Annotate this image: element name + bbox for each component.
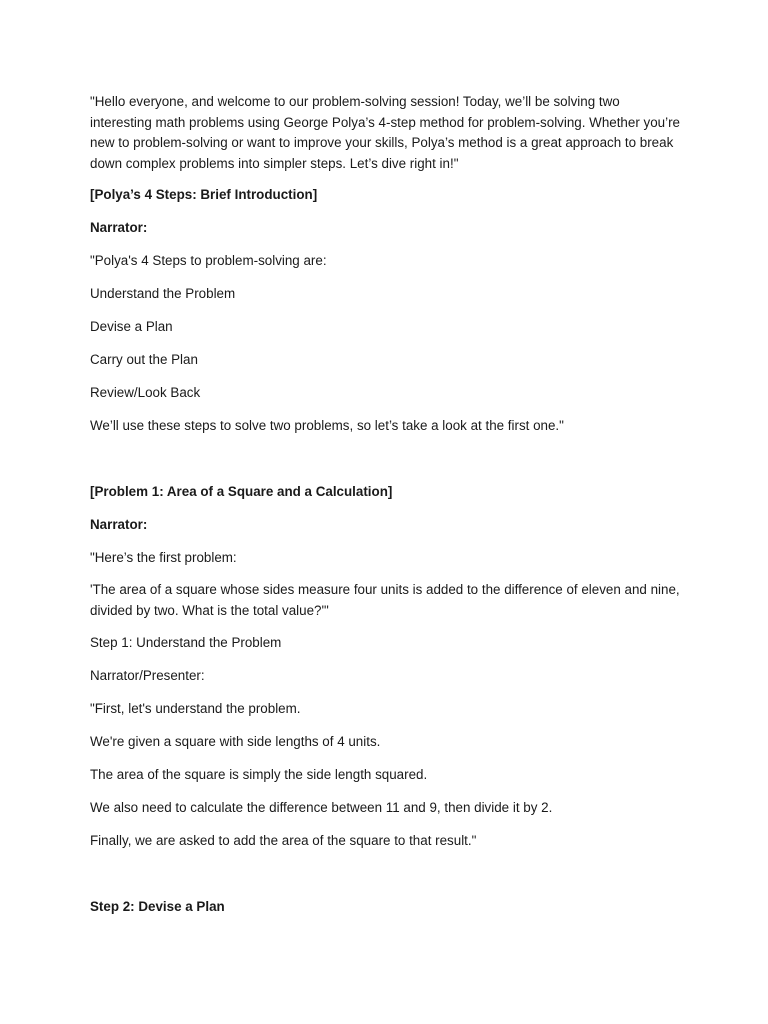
section-heading-polya-steps: [Polya’s 4 Steps: Brief Introduction] xyxy=(90,187,318,202)
steps-intro-line: "Polya's 4 Steps to problem-solving are: xyxy=(90,253,327,268)
speaker-label: Narrator/Presenter: xyxy=(90,668,205,683)
problem-statement: 'The area of a square whose sides measure four units is added to the difference of eleven and nine, divided by two. What is the total value?'" xyxy=(90,582,680,618)
body-line: "First, let's understand the problem. xyxy=(90,701,301,716)
speaker-label: Narrator: xyxy=(90,517,148,532)
transition-line: We’ll use these steps to solve two problems, so let’s take a look at the first one." xyxy=(90,418,564,433)
problem-intro-line: "Here’s the first problem: xyxy=(90,550,237,565)
step-heading: Step 1: Understand the Problem xyxy=(90,635,282,650)
step-item: Devise a Plan xyxy=(90,319,173,334)
body-line: The area of the square is simply the side length squared. xyxy=(90,767,428,782)
step-item: Understand the Problem xyxy=(90,286,236,301)
speaker-label: Narrator: xyxy=(90,220,148,235)
step-2-heading: Step 2: Devise a Plan xyxy=(90,899,225,914)
intro-paragraph: "Hello everyone, and welcome to our problem-solving session! Today, we’ll be solving two interesting math problems using George Polya’s 4-step method for problem-solving. Whether you’re new to problem-solving or want to improve your skills, Polya’s method is a great approach to break down complex problems into simpler steps. Let’s dive right in!" xyxy=(90,94,680,171)
step-item: Review/Look Back xyxy=(90,385,201,400)
step-item: Carry out the Plan xyxy=(90,352,198,367)
body-line: Finally, we are asked to add the area of the square to that result." xyxy=(90,833,477,848)
section-heading-problem-1: [Problem 1: Area of a Square and a Calculation] xyxy=(90,484,393,499)
body-line: We're given a square with side lengths of 4 units. xyxy=(90,734,381,749)
body-line: We also need to calculate the difference between 11 and 9, then divide it by 2. xyxy=(90,800,553,815)
